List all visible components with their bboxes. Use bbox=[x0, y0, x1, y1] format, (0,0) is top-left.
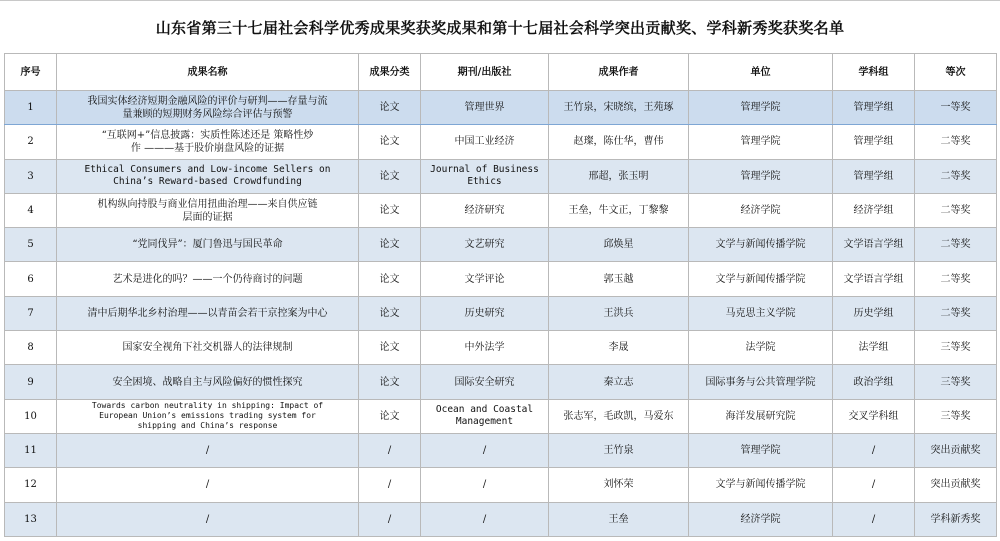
cell-name: / bbox=[57, 502, 359, 536]
cell-no: 6 bbox=[5, 262, 57, 296]
cell-no: 3 bbox=[5, 159, 57, 193]
cell-name: “党同伐异”：厦门鲁迅与国民革命 bbox=[57, 228, 359, 262]
cell-unit: 管理学院 bbox=[689, 125, 833, 159]
cell-unit: 国际事务与公共管理学院 bbox=[689, 365, 833, 399]
header-rank[interactable]: 等次 bbox=[915, 54, 997, 91]
cell-unit: 管理学院 bbox=[689, 91, 833, 125]
cell-journal: 历史研究 bbox=[421, 296, 549, 330]
cell-unit: 文学与新闻传播学院 bbox=[689, 468, 833, 502]
cell-authors: 秦立志 bbox=[549, 365, 689, 399]
cell-name: “互联网+”信息披露：实质性陈述还是 策略性炒作 ———基于股价崩盘风险的证据 bbox=[57, 125, 359, 159]
cell-name: 艺术是进化的吗？——一个仍待商讨的问题 bbox=[57, 262, 359, 296]
cell-group: 政治学组 bbox=[833, 365, 915, 399]
table-row[interactable] bbox=[5, 125, 997, 159]
cell-type: / bbox=[359, 433, 421, 467]
cell-type: 论文 bbox=[359, 228, 421, 262]
cell-no: 2 bbox=[5, 125, 57, 159]
cell-authors: 王洪兵 bbox=[549, 296, 689, 330]
header-unit[interactable]: 单位 bbox=[689, 54, 833, 91]
cell-authors: 郭玉越 bbox=[549, 262, 689, 296]
cell-name: 清中后期华北乡村治理——以青苗会若干京控案为中心 bbox=[57, 296, 359, 330]
cell-authors: 邱焕星 bbox=[549, 228, 689, 262]
cell-group: / bbox=[833, 433, 915, 467]
table-header-row bbox=[5, 54, 997, 91]
cell-unit: 海洋发展研究院 bbox=[689, 399, 833, 433]
cell-journal: / bbox=[421, 502, 549, 536]
cell-no: 13 bbox=[5, 502, 57, 536]
table-row[interactable] bbox=[5, 296, 997, 330]
cell-rank: 三等奖 bbox=[915, 399, 997, 433]
cell-rank: 二等奖 bbox=[915, 228, 997, 262]
cell-group: 文学语言学组 bbox=[833, 262, 915, 296]
cell-name: / bbox=[57, 433, 359, 467]
cell-journal: Journal of Business Ethics bbox=[421, 159, 549, 193]
cell-journal: / bbox=[421, 433, 549, 467]
header-group[interactable]: 学科组 bbox=[833, 54, 915, 91]
cell-group: 管理学组 bbox=[833, 125, 915, 159]
cell-authors: 李晟 bbox=[549, 331, 689, 365]
table-row[interactable] bbox=[5, 468, 997, 502]
cell-group: 经济学组 bbox=[833, 193, 915, 227]
cell-rank: 三等奖 bbox=[915, 365, 997, 399]
header-no[interactable]: 序号 bbox=[5, 54, 57, 91]
table-row[interactable] bbox=[5, 193, 997, 227]
cell-journal: Ocean and Coastal Management bbox=[421, 399, 549, 433]
cell-no: 4 bbox=[5, 193, 57, 227]
cell-type: 论文 bbox=[359, 91, 421, 125]
cell-unit: 管理学院 bbox=[689, 159, 833, 193]
cell-unit: 经济学院 bbox=[689, 193, 833, 227]
cell-rank: 突出贡献奖 bbox=[915, 468, 997, 502]
cell-type: 论文 bbox=[359, 399, 421, 433]
cell-group: 文学语言学组 bbox=[833, 228, 915, 262]
cell-group: 历史学组 bbox=[833, 296, 915, 330]
cell-name: 我国实体经济短期金融风险的评价与研判——存量与流量兼顾的短期财务风险综合评估与预警 bbox=[57, 91, 359, 125]
cell-name: Towards carbon neutrality in shipping: Impact of European Union’s emissions trading system for shipping and China’s response bbox=[57, 399, 359, 433]
cell-journal: 文学评论 bbox=[421, 262, 549, 296]
award-table bbox=[4, 53, 997, 537]
cell-authors: 王垒 bbox=[549, 502, 689, 536]
cell-rank: 二等奖 bbox=[915, 262, 997, 296]
cell-no: 1 bbox=[5, 91, 57, 125]
table-row[interactable] bbox=[5, 399, 997, 433]
table-row[interactable] bbox=[5, 331, 997, 365]
cell-authors: 王竹泉 bbox=[549, 433, 689, 467]
cell-type: 论文 bbox=[359, 296, 421, 330]
cell-type: 论文 bbox=[359, 262, 421, 296]
table-row[interactable] bbox=[5, 91, 997, 125]
cell-type: / bbox=[359, 468, 421, 502]
cell-rank: 突出贡献奖 bbox=[915, 433, 997, 467]
cell-rank: 二等奖 bbox=[915, 296, 997, 330]
header-authors[interactable]: 成果作者 bbox=[549, 54, 689, 91]
cell-journal: 经济研究 bbox=[421, 193, 549, 227]
cell-rank: 二等奖 bbox=[915, 193, 997, 227]
cell-group: 管理学组 bbox=[833, 159, 915, 193]
cell-no: 10 bbox=[5, 399, 57, 433]
cell-rank: 三等奖 bbox=[915, 331, 997, 365]
cell-no: 9 bbox=[5, 365, 57, 399]
cell-journal: 管理世界 bbox=[421, 91, 549, 125]
cell-unit: 管理学院 bbox=[689, 433, 833, 467]
cell-no: 11 bbox=[5, 433, 57, 467]
cell-authors: 王竹泉，宋晓缤，王苑琢 bbox=[549, 91, 689, 125]
cell-unit: 经济学院 bbox=[689, 502, 833, 536]
cell-group: / bbox=[833, 502, 915, 536]
page-title: 山东省第三十七届社会科学优秀成果奖获奖成果和第十七届社会科学突出贡献奖、学科新秀奖获奖名单 bbox=[0, 0, 1000, 53]
cell-name: 安全困境、战略自主与风险偏好的惯性探究 bbox=[57, 365, 359, 399]
cell-group: 法学组 bbox=[833, 331, 915, 365]
cell-type: 论文 bbox=[359, 331, 421, 365]
cell-authors: 刘怀荣 bbox=[549, 468, 689, 502]
cell-authors: 张志军，毛政凯，马爱东 bbox=[549, 399, 689, 433]
cell-journal: 文艺研究 bbox=[421, 228, 549, 262]
table-row[interactable] bbox=[5, 433, 997, 467]
cell-unit: 马克思主义学院 bbox=[689, 296, 833, 330]
cell-authors: 邢超，张玉明 bbox=[549, 159, 689, 193]
cell-journal: 中外法学 bbox=[421, 331, 549, 365]
cell-type: 论文 bbox=[359, 125, 421, 159]
table-row[interactable] bbox=[5, 365, 997, 399]
table-row[interactable] bbox=[5, 228, 997, 262]
cell-no: 7 bbox=[5, 296, 57, 330]
cell-group: 交叉学科组 bbox=[833, 399, 915, 433]
cell-type: 论文 bbox=[359, 159, 421, 193]
cell-rank: 一等奖 bbox=[915, 91, 997, 125]
table-row[interactable] bbox=[5, 502, 997, 536]
table-row[interactable] bbox=[5, 262, 997, 296]
cell-type: / bbox=[359, 502, 421, 536]
cell-group: 管理学组 bbox=[833, 91, 915, 125]
cell-rank: 学科新秀奖 bbox=[915, 502, 997, 536]
cell-journal: 中国工业经济 bbox=[421, 125, 549, 159]
cell-type: 论文 bbox=[359, 365, 421, 399]
header-name[interactable]: 成果名称 bbox=[57, 54, 359, 91]
cell-journal: 国际安全研究 bbox=[421, 365, 549, 399]
cell-name: 国家安全视角下社交机器人的法律规制 bbox=[57, 331, 359, 365]
cell-rank: 二等奖 bbox=[915, 159, 997, 193]
cell-type: 论文 bbox=[359, 193, 421, 227]
cell-no: 12 bbox=[5, 468, 57, 502]
header-type[interactable]: 成果分类 bbox=[359, 54, 421, 91]
cell-authors: 王垒，牛文正，丁黎黎 bbox=[549, 193, 689, 227]
cell-no: 8 bbox=[5, 331, 57, 365]
cell-authors: 赵璨，陈仕华，曹伟 bbox=[549, 125, 689, 159]
cell-name: / bbox=[57, 468, 359, 502]
table-row[interactable] bbox=[5, 159, 997, 193]
cell-no: 5 bbox=[5, 228, 57, 262]
cell-rank: 二等奖 bbox=[915, 125, 997, 159]
header-journal[interactable]: 期刊/出版社 bbox=[421, 54, 549, 91]
cell-name: Ethical Consumers and Low-income Sellers on China’s Reward-based Crowdfunding bbox=[57, 159, 359, 193]
cell-journal: / bbox=[421, 468, 549, 502]
cell-name: 机构纵向持股与商业信用扭曲治理——来自供应链层面的证据 bbox=[57, 193, 359, 227]
cell-unit: 法学院 bbox=[689, 331, 833, 365]
cell-unit: 文学与新闻传播学院 bbox=[689, 262, 833, 296]
cell-group: / bbox=[833, 468, 915, 502]
cell-unit: 文学与新闻传播学院 bbox=[689, 228, 833, 262]
